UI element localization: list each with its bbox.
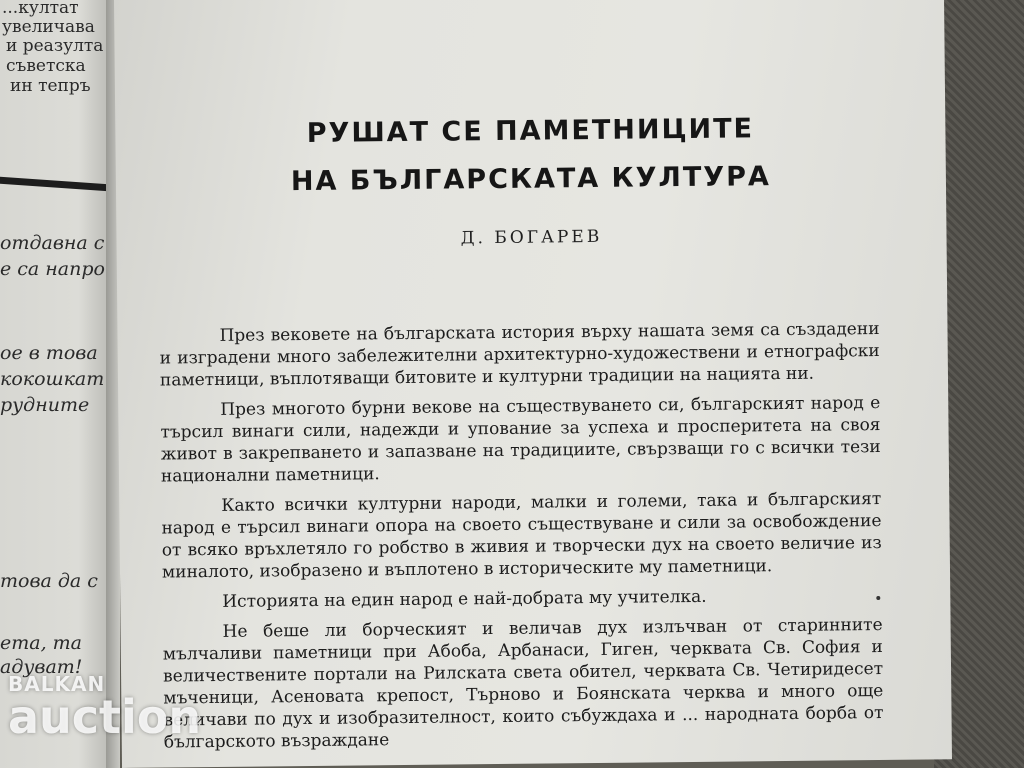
left-page-rule bbox=[0, 176, 112, 192]
article-paragraph: Историята на един народ е най-добрата му учителка. bbox=[222, 586, 707, 612]
ink-speck bbox=[876, 596, 880, 600]
left-page-fragment: и реазулта bbox=[6, 36, 104, 56]
article-title-line-1: РУШАТ СЕ ПАМЕТНИЦИТЕ bbox=[306, 113, 755, 149]
left-page-fragment: ...култат bbox=[2, 0, 79, 18]
left-page-fragment: ета, та bbox=[0, 632, 83, 654]
article-paragraph: През вековете на българската история върху нашата земя са създадени и изградени много забележителни архитектурно-художествени и етнографски паметници, въплотяващи битовите и културни традиции на нацията ни. bbox=[159, 319, 880, 391]
left-page-fragment: отдавна с bbox=[0, 232, 105, 254]
left-page-fragment: е са напро bbox=[0, 258, 105, 280]
left-page-fragment: рудните bbox=[0, 394, 90, 416]
article-paragraph: Не беше ли борческият и величав дух излъчван от старинните мълчаливи паметници при Абоба, Арбанаси, Гиген, черквата Св. София и величествените портали на Рилската света обител, черквата Св. Четиридесет мъченици, Асеновата крепост, Търново и Боянската черква и много още величави по дух и изобразителност, които събуждаха и ... народната борба от българското възраждане bbox=[162, 614, 884, 753]
article-page bbox=[114, 0, 952, 768]
left-page-fragment: ин тепръ bbox=[10, 76, 91, 96]
article-paragraph: Както всички културни народи, малки и големи, така и българският народ е търсил винаги опора на своето съществуване и сили за освобождение от всяко връхлетяло го робство в живия и творчески дух на своето величие из миналото, изобразено и въплотено в историческите му паметници. bbox=[161, 488, 882, 583]
left-page-fragment: това да с bbox=[0, 570, 98, 592]
left-page-fragment: съветска bbox=[6, 56, 86, 76]
left-page-fragment: увеличава bbox=[2, 17, 95, 37]
watermark-line-2: auction bbox=[8, 690, 202, 744]
watermark-line-1: BALKAN bbox=[8, 672, 106, 696]
left-page-fragment: кокошкат bbox=[0, 368, 105, 390]
left-page-fragment: адуват! bbox=[0, 656, 83, 678]
watermark-logo bbox=[8, 672, 201, 744]
article-title-line-2: НА БЪЛГАРСКАТА КУЛТУРА bbox=[290, 161, 771, 198]
left-page-fragment: ое в това bbox=[0, 342, 98, 364]
article-paragraph: През многото бурни векове на съществуването си, българският народ е търсил винаги сили, надежди и упование за успеха и просперитета на своя живот в закрепването и запазване на традициите, свързващи го с всички тези национални паметници. bbox=[160, 392, 881, 487]
left-page bbox=[0, 0, 112, 768]
article-body bbox=[159, 318, 884, 762]
article-author: Д. БОГАРЕВ bbox=[460, 226, 603, 249]
